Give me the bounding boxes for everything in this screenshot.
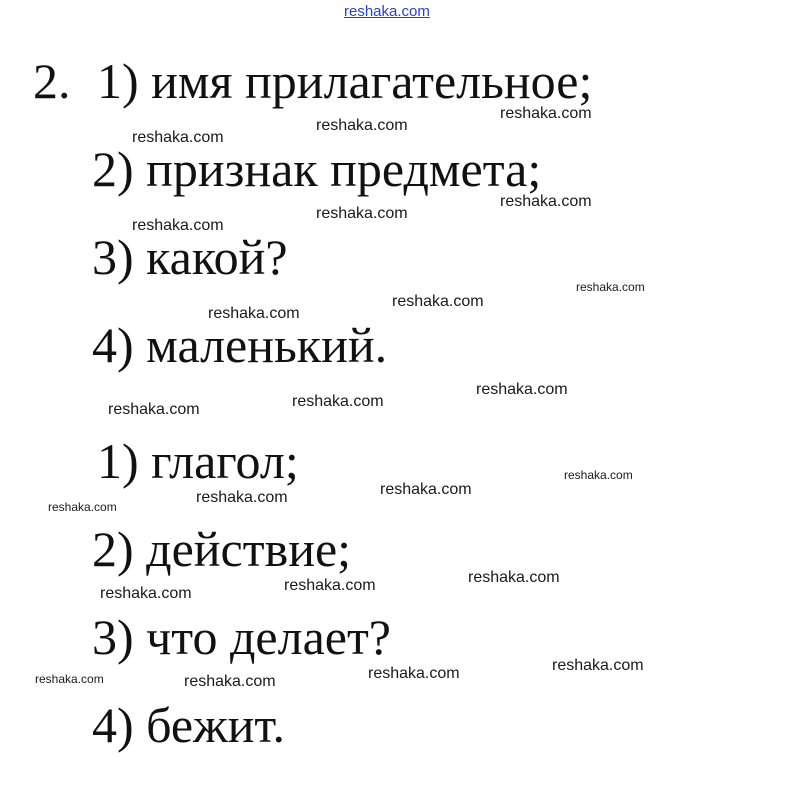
group1-item-4: 4) маленький. bbox=[92, 317, 388, 373]
watermark: reshaka.com bbox=[476, 381, 568, 398]
watermark: reshaka.com bbox=[564, 468, 633, 482]
answer-number: 2. bbox=[33, 53, 71, 109]
watermark: reshaka.com bbox=[100, 585, 192, 602]
watermark: reshaka.com bbox=[132, 129, 224, 146]
watermark: reshaka.com bbox=[500, 105, 592, 122]
group2-item-2: 2) действие; bbox=[92, 521, 352, 577]
watermark: reshaka.com bbox=[184, 673, 276, 690]
watermark: reshaka.com bbox=[552, 657, 644, 674]
watermark: reshaka.com bbox=[576, 280, 645, 294]
watermark: reshaka.com bbox=[316, 205, 408, 222]
watermark: reshaka.com bbox=[284, 577, 376, 594]
group2-item-1: 1) глагол; bbox=[97, 433, 299, 489]
group1-item-3: 3) какой? bbox=[92, 229, 288, 285]
watermark: reshaka.com bbox=[468, 569, 560, 586]
watermark: reshaka.com bbox=[196, 489, 288, 506]
watermark: reshaka.com bbox=[380, 481, 472, 498]
watermark: reshaka.com bbox=[500, 193, 592, 210]
watermark: reshaka.com bbox=[208, 305, 300, 322]
watermark: reshaka.com bbox=[108, 401, 200, 418]
watermark: reshaka.com bbox=[35, 672, 104, 686]
watermark: reshaka.com bbox=[392, 293, 484, 310]
watermark: reshaka.com bbox=[292, 393, 384, 410]
group2-item-4: 4) бежит. bbox=[92, 697, 286, 753]
watermark: reshaka.com bbox=[48, 500, 117, 514]
watermark: reshaka.com bbox=[132, 217, 224, 234]
group2-item-3: 3) что делает? bbox=[92, 609, 391, 665]
group1-item-2: 2) признак предмета; bbox=[92, 141, 542, 197]
watermark: reshaka.com bbox=[368, 665, 460, 682]
group1-item-1: 1) имя прилагательное; bbox=[97, 53, 593, 109]
watermark: reshaka.com bbox=[316, 117, 408, 134]
site-link[interactable]: reshaka.com bbox=[344, 3, 430, 20]
